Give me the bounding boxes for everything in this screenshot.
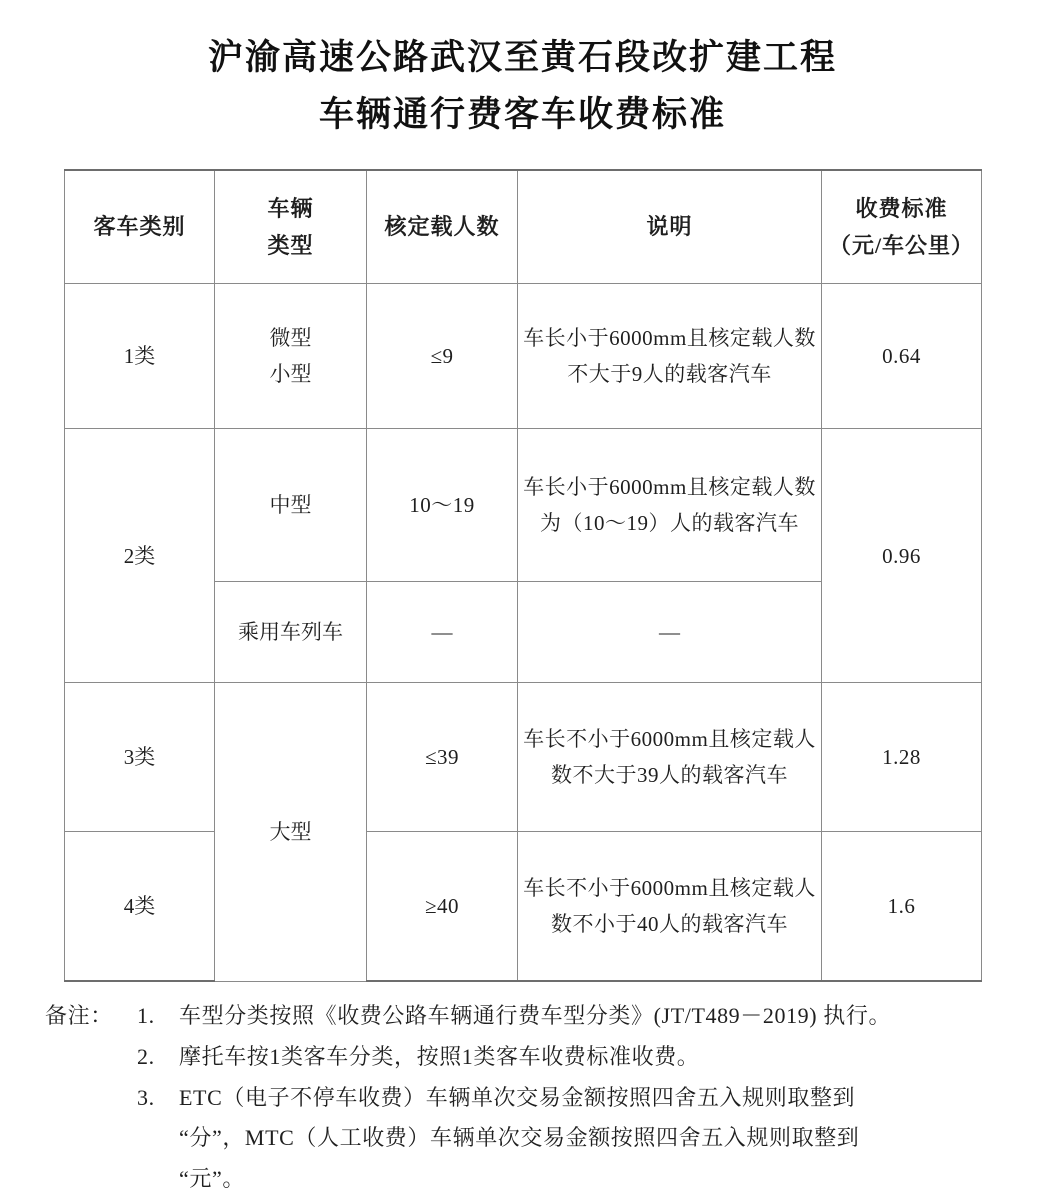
cell-type-1 <box>215 284 367 429</box>
cell-rate-2: 0.96 <box>822 429 982 683</box>
note-item-3 <box>45 1078 1000 1119</box>
note-1-number: 1. <box>137 1003 155 1029</box>
page-title-line-2: 车辆通行费客车收费标准 <box>318 94 726 134</box>
cell-rate-3: 1.28 <box>822 683 982 832</box>
header-description: 说明 <box>518 170 822 284</box>
fee-table-container <box>64 169 981 982</box>
cell-seats-3: — <box>367 582 518 683</box>
cell-seats-4: ≤39 <box>367 683 518 832</box>
table-row <box>65 832 982 982</box>
note-3-text: ETC（电子不停车收费）车辆单次交易金额按照四舍五入规则取整到 <box>179 1084 856 1110</box>
cell-class-2: 2类 <box>65 429 215 683</box>
table-row <box>65 284 982 429</box>
cell-seats-1: ≤9 <box>367 284 518 429</box>
cell-type-3 <box>215 582 367 683</box>
header-fee-standard-line1: 收费标准 <box>855 195 948 221</box>
header-vehicle-type-line1: 车辆 <box>267 195 314 221</box>
cell-rate-4: 1.6 <box>822 832 982 982</box>
cell-description-3: — <box>518 582 822 683</box>
cell-seats-5: ≥40 <box>367 832 518 982</box>
notes-section <box>45 996 1000 1199</box>
note-item-2 <box>45 1037 1000 1078</box>
cell-type-1-line1: 微型 <box>269 326 312 351</box>
note-item-1 <box>45 996 1000 1037</box>
header-passenger-class: 客车类别 <box>65 170 215 284</box>
cell-class-4: 4类 <box>65 832 215 982</box>
cell-class-1: 1类 <box>65 284 215 429</box>
cell-class-3: 3类 <box>65 683 215 832</box>
note-2-text: 摩托车按1类客车分类，按照1类客车收费标准收费。 <box>179 1044 700 1070</box>
header-vehicle-type <box>215 170 367 284</box>
cell-description-1: 车长小于6000mm且核定载人数不大于9人的载客汽车 <box>518 284 822 429</box>
table-row <box>65 683 982 832</box>
cell-type-4 <box>215 683 367 982</box>
document-title-block <box>0 0 1045 143</box>
cell-rate-1: 0.64 <box>822 284 982 429</box>
cell-description-4: 车长不小于6000mm且核定载人数不大于39人的载客汽车 <box>518 683 822 832</box>
cell-type-1-line2: 小型 <box>269 362 312 387</box>
note-3-number: 3. <box>137 1084 155 1110</box>
note-3-continuation-2: “元”。 <box>179 1166 245 1192</box>
note-3-continuation-1: “分”，MTC（人工收费）车辆单次交易金额按照四舍五入规则取整到 <box>179 1125 860 1151</box>
header-vehicle-type-line2: 类型 <box>267 233 314 259</box>
cell-seats-2: 10～19 <box>367 429 518 582</box>
toll-fee-table <box>64 169 982 982</box>
header-approved-seats: 核定载人数 <box>367 170 518 284</box>
table-row <box>65 429 982 582</box>
note-1-text: 车型分类按照《收费公路车辆通行费车型分类》(JT/T489－2019) 执行。 <box>179 1003 892 1029</box>
page-title-line-1: 沪渝高速公路武汉至黄石段改扩建工程 <box>207 38 837 77</box>
cell-type-4-line1: 大型 <box>269 820 312 845</box>
cell-type-2-line1: 中型 <box>269 493 312 518</box>
cell-description-2: 车长小于6000mm且核定载人数为（10～19）人的载客汽车 <box>518 429 822 582</box>
cell-type-2 <box>215 429 367 582</box>
header-fee-standard-line2: （元/车公里） <box>828 233 975 259</box>
cell-type-3-line1: 乘用车列车 <box>238 620 343 645</box>
note-2-number: 2. <box>137 1044 155 1070</box>
cell-description-5: 车长不小于6000mm且核定载人数不小于40人的载客汽车 <box>518 832 822 982</box>
header-fee-standard <box>822 170 982 284</box>
table-header-row <box>65 170 982 284</box>
notes-label: 备注： <box>45 1003 113 1029</box>
